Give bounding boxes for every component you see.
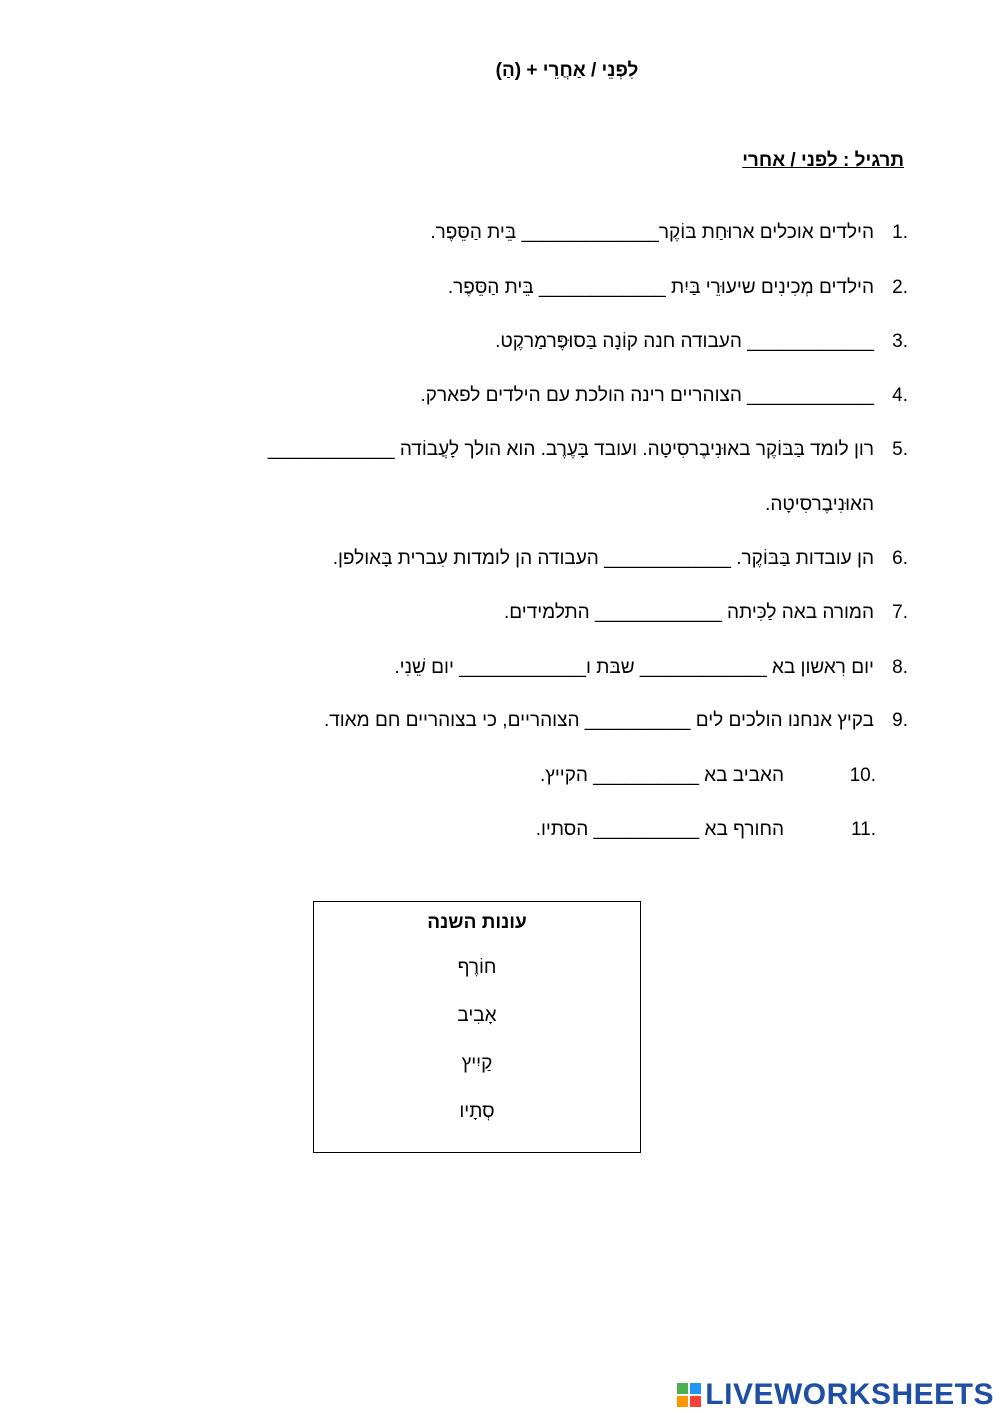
item-number: 9. — [892, 710, 908, 731]
word-bank-title: עונות השנה — [427, 912, 527, 933]
logo-icon — [677, 1383, 701, 1407]
exercise-item-10 — [539, 765, 876, 787]
item-number: 2. — [892, 277, 908, 298]
item-text: יום רִאשון בא ____________ שבּת ו____________ יום שֵׁנִי. — [394, 657, 874, 678]
season-word: חוֹרֶף — [457, 957, 497, 978]
exercise-item-7 — [503, 602, 908, 624]
season-word: אָבִיב — [457, 1005, 497, 1026]
item-text: ____________ העבודה חנה קוֹנָה בַּסוּפֶּרמַרקֶט. — [495, 331, 874, 352]
exercise-item-6 — [332, 548, 908, 570]
seasons-word-bank — [313, 901, 641, 1153]
exercise-item-5-continued — [765, 494, 874, 516]
season-word: קַיִיץ — [461, 1053, 493, 1074]
item-number: 11. — [850, 819, 876, 840]
liveworksheets-logo — [677, 1378, 994, 1412]
item-text: הילדים אוכלים ארוּחַת בּוֹקֶר_____________ בֵּית הַסֵּפֶר. — [430, 222, 874, 243]
page-title: לִפְנֵי / אַחֲרֵי + (הַ) — [495, 60, 639, 81]
item-number: 7. — [892, 602, 908, 623]
item-number: 1. — [892, 222, 908, 243]
item-text: המורה באה לַכִּיתה ____________ התלמידים. — [503, 602, 874, 623]
item-text: ____________ הצוהריים רינה הולכת עם הילדים לפארק. — [420, 385, 874, 406]
item-text: האביב בא __________ הקייץ. — [539, 765, 784, 786]
item-text: רון לומד בַּבּוֹקֶר באוּנִיבֶרסִיטָה. ועובד בָּעֶרֶב. הוא הולך לָעֲבוֹדה ____________ — [267, 439, 874, 460]
brand-text: LIVEWORKSHEETS — [705, 1378, 994, 1411]
season-word: סְתָיו — [459, 1101, 495, 1122]
exercise-item-1 — [430, 222, 908, 244]
item-number: 8. — [892, 657, 908, 678]
exercise-item-8 — [394, 657, 908, 679]
exercise-item-9 — [323, 710, 908, 732]
item-text: הילדים מְכִינִים שיעוּרֵי בַּיִת ____________ בֵּית הַסֵּפֶר. — [447, 277, 874, 298]
exercise-item-2 — [447, 277, 908, 299]
item-text: בקיץ אנחנו הולכים לים __________ הצוהריים, כי בצוהריים חם מאוד. — [323, 710, 874, 731]
item-number: 10. — [849, 765, 876, 786]
item-text: האוּנִיבֶרסִיטָה. — [765, 494, 874, 515]
exercise-item-11 — [535, 819, 876, 841]
exercise-title: תרגיל : לפני / אחרי — [742, 150, 904, 171]
item-number: 3. — [892, 331, 908, 352]
exercise-item-3 — [495, 331, 908, 353]
item-number: 6. — [892, 548, 908, 569]
item-number: 5. — [892, 439, 908, 460]
exercise-item-4 — [420, 385, 908, 407]
item-number: 4. — [892, 385, 908, 406]
item-text: הן עובדות בַּבּוֹקֶר. ____________ העבודה הן לומדות עִברית בָּאולפן. — [332, 548, 874, 569]
exercise-item-5 — [267, 439, 908, 461]
item-text: החורף בא __________ הסתיו. — [535, 819, 784, 840]
